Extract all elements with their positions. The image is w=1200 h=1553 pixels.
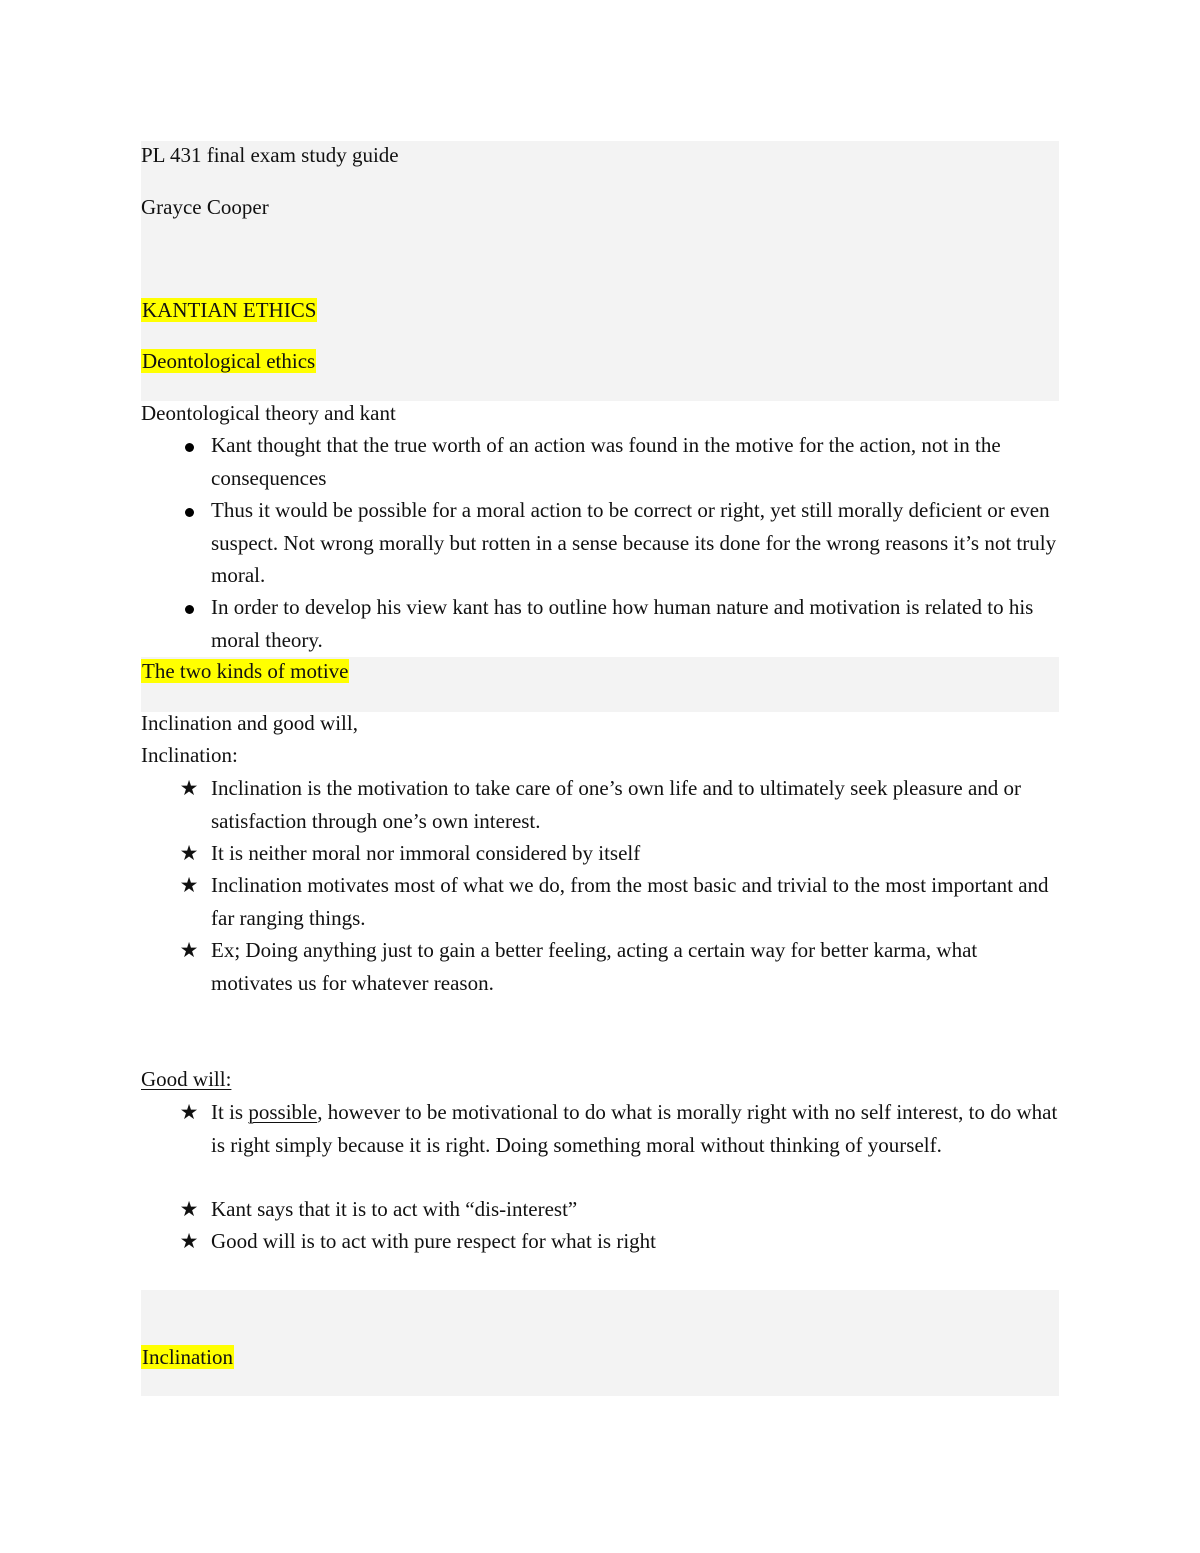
inclination-bullet-list: [0, 772, 1061, 999]
subheading-deontological-ethics: [141, 348, 316, 374]
inclination-label: Inclination:: [141, 743, 238, 767]
kantian-ethics-highlight: KANTIAN ETHICS: [142, 298, 317, 322]
author-name: Grayce Cooper: [141, 195, 269, 219]
list-item-text: In order to develop his view kant has to outline how human nature and motivation is related to his moral theory.: [211, 595, 1034, 652]
possible-underlined-word: possible: [248, 1100, 318, 1124]
good-will-bullet-list: [0, 1096, 1061, 1257]
list-item: [0, 494, 1061, 591]
deontological-ethics-highlight: Deontological ethics: [142, 349, 316, 373]
list-item: [0, 1096, 1061, 1193]
list-item: [0, 837, 1061, 869]
star-icon: ★: [179, 1197, 199, 1221]
list-item-text: Inclination motivates most of what we do, from the most basic and trivial to the most important and far ranging things.: [211, 873, 1049, 930]
star-icon: ★: [179, 841, 199, 865]
star-icon: ★: [179, 1229, 199, 1253]
subheading-two-kinds-of-motive: [141, 658, 349, 684]
star-icon: ★: [179, 1100, 199, 1124]
star-icon: ★: [179, 938, 199, 962]
list-item-text: Inclination is the motivation to take care of one’s own life and to ultimately seek pleasure and or satisfaction through one’s own interest.: [211, 776, 1022, 833]
two-kinds-highlight: The two kinds of motive: [142, 659, 349, 683]
list-item: [0, 1225, 1061, 1257]
bullet-dot-icon: [177, 429, 201, 462]
list-item-text: Good will is to act with pure respect for what is right: [211, 1229, 656, 1253]
inclination-shaded-block: [141, 1290, 1059, 1396]
deontological-bullet-list: [0, 429, 1061, 656]
bullet-dot-icon: [177, 591, 201, 624]
list-item: [0, 429, 1061, 494]
list-item: [0, 934, 1061, 999]
star-icon: ★: [179, 776, 199, 800]
deontological-intro: Deontological theory and kant: [141, 401, 396, 425]
list-item-text: Kant says that it is to act with “dis-interest”: [211, 1197, 578, 1221]
bullet-dot-icon: [177, 494, 201, 527]
two-kinds-intro: Inclination and good will,: [141, 711, 358, 735]
list-item: [0, 869, 1061, 934]
list-item-text: It is neither moral nor immoral considered by itself: [211, 841, 641, 865]
list-item-text: Ex; Doing anything just to gain a better feeling, acting a certain way for better karma, what motivates us for whatever reason.: [211, 938, 978, 995]
list-item: [0, 772, 1061, 837]
section-heading-kantian-ethics: [141, 297, 317, 323]
list-item: [0, 591, 1061, 656]
list-item-text: Thus it would be possible for a moral action to be correct or right, yet still morally deficient or even suspect. Not wrong morally but rotten in a sense because its done for the wrong reasons it’s not truly moral.: [211, 498, 1057, 587]
document-title: PL 431 final exam study guide: [141, 143, 399, 167]
list-item-text: It is possible, however to be motivational to do what is morally right with no self interest, to do what is right simply because it is right. Doing something moral without thinking of yourself.: [211, 1100, 1058, 1157]
star-icon: ★: [179, 873, 199, 897]
list-item-text: Kant thought that the true worth of an action was found in the motive for the action, not in the consequences: [211, 433, 1001, 490]
inclination-highlight: Inclination: [142, 1345, 233, 1369]
list-item: [0, 1193, 1061, 1225]
section-heading-inclination: [141, 1344, 234, 1370]
good-will-heading: Good will:: [141, 1067, 232, 1091]
